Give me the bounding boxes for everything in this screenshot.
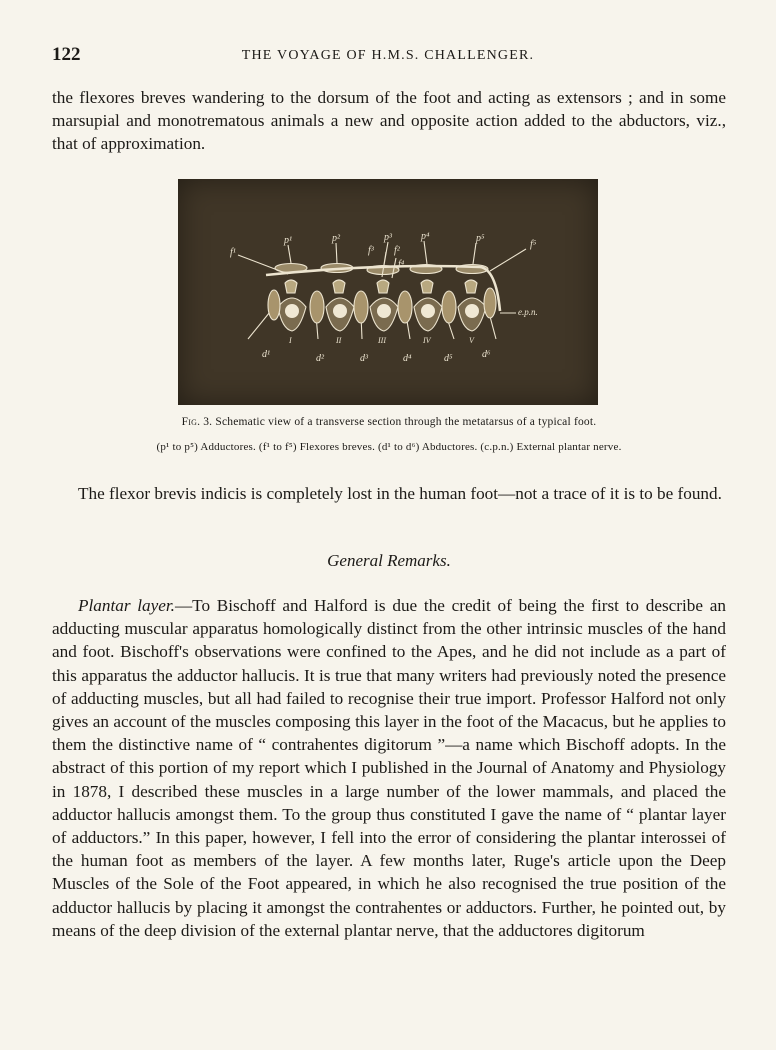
intro-paragraph: the flexores breves wandering to the dorsum of the foot and acting as extensors ; and in some marsupial and monotrematous animals a new and opposite action added to the abductors, viz., that of approximation.: [52, 88, 726, 154]
figure-caption-text: Schematic view of a transverse section through the metatarsus of a typical foot.: [215, 416, 597, 428]
closing-paragraph: The flexor brevis indicis is completely lost in the human foot—not a trace of it is to be found.: [78, 484, 722, 503]
label-p2: p²: [332, 233, 340, 244]
abductor-muscle-4: [398, 291, 412, 323]
label-nerve: e.p.n.: [518, 307, 538, 317]
page-header: [52, 44, 724, 68]
label-d1: d¹: [262, 349, 270, 360]
body-paragraph-text: —To Bischoff and Halford is due the credit of being the first to describe an adducting muscular apparatus homologically distinct from the other intrinsic muscles of the hand and foot. Bischoff's observations were confined to the Apes, and he did not include as a part of this apparatus the adductor hallucis. It is true that many writers had previously noted the presence of adducting muscles, but all had failed to recognise their true import. Professor Halford not only gives an account of the muscles composing this layer in the foot of the Macacus, but he applies to them the distinctive name of “ contrahentes digitorum ”—a name which Bischoff adopts. In the abstract of this portion of my report which I published in the Journal of Anatomy and Physiology in 1878, I described these muscles in a large number of the lower mammals, and placed the adductor hallucis amongst them. To the group thus constituted I gave the name of “ plantar layer of adductors.” In this paper, however, I fell into the error of considering the plantar interossei of the human foot as members of the layer. A few months later, Ruge's article upon the Deep Muscles of the Sole of the Foot appeared, in which he also recognised the true position of the adductor hallucis by placing it amongst the contrahentes or adductors. Further, he pointed out, by means of the deep division of the external plantar nerve, that the adductores digitorum: [52, 596, 726, 940]
label-p4: p⁴: [421, 231, 430, 242]
body-paragraph: [52, 594, 726, 942]
label-f2: f²: [394, 245, 400, 256]
run-in-heading: Plantar layer.: [78, 596, 175, 615]
abductor-muscle-3: [354, 291, 368, 323]
metatarsal-numeral-1: I: [289, 336, 292, 345]
label-p1: p¹: [284, 235, 292, 246]
figure-caption: [52, 416, 726, 428]
figure-illustration: [178, 179, 598, 405]
abductor-muscle-6: [484, 288, 496, 318]
transverse-section-diagram: [178, 179, 598, 405]
label-f1: f¹: [230, 247, 236, 258]
metatarsal-numeral-4: IV: [423, 336, 431, 345]
label-d4: d⁴: [403, 353, 412, 364]
label-d2: d²: [316, 353, 324, 364]
running-title: THE VOYAGE OF H.M.S. CHALLENGER.: [241, 48, 535, 63]
abductor-muscle-5: [442, 291, 456, 323]
label-f5: f⁵: [530, 239, 537, 250]
metatarsal-numeral-2: II: [336, 336, 342, 345]
label-p5: p⁵: [476, 233, 485, 244]
metatarsal-numeral-3: III: [378, 336, 386, 345]
label-f3: f³: [368, 245, 374, 256]
abductor-muscle-1: [268, 290, 280, 320]
page-number: 122: [52, 44, 81, 65]
figure-legend: (p¹ to p⁵) Adductores. (f¹ to f⁵) Flexores breves. (d¹ to d⁶) Abductores. (c.p.n.) External plantar nerve.: [156, 441, 622, 453]
label-d6: d⁶: [482, 349, 491, 360]
label-d5: d⁵: [444, 353, 453, 364]
metatarsal-numeral-5: V: [469, 336, 474, 345]
label-p3: p³: [384, 232, 392, 243]
label-f4: f⁴: [398, 259, 405, 270]
section-heading: General Remarks.: [327, 551, 451, 570]
label-d3: d³: [360, 353, 368, 364]
figure-caption-prefix: Fig. 3.: [181, 416, 213, 428]
abductor-muscle-2: [310, 291, 324, 323]
